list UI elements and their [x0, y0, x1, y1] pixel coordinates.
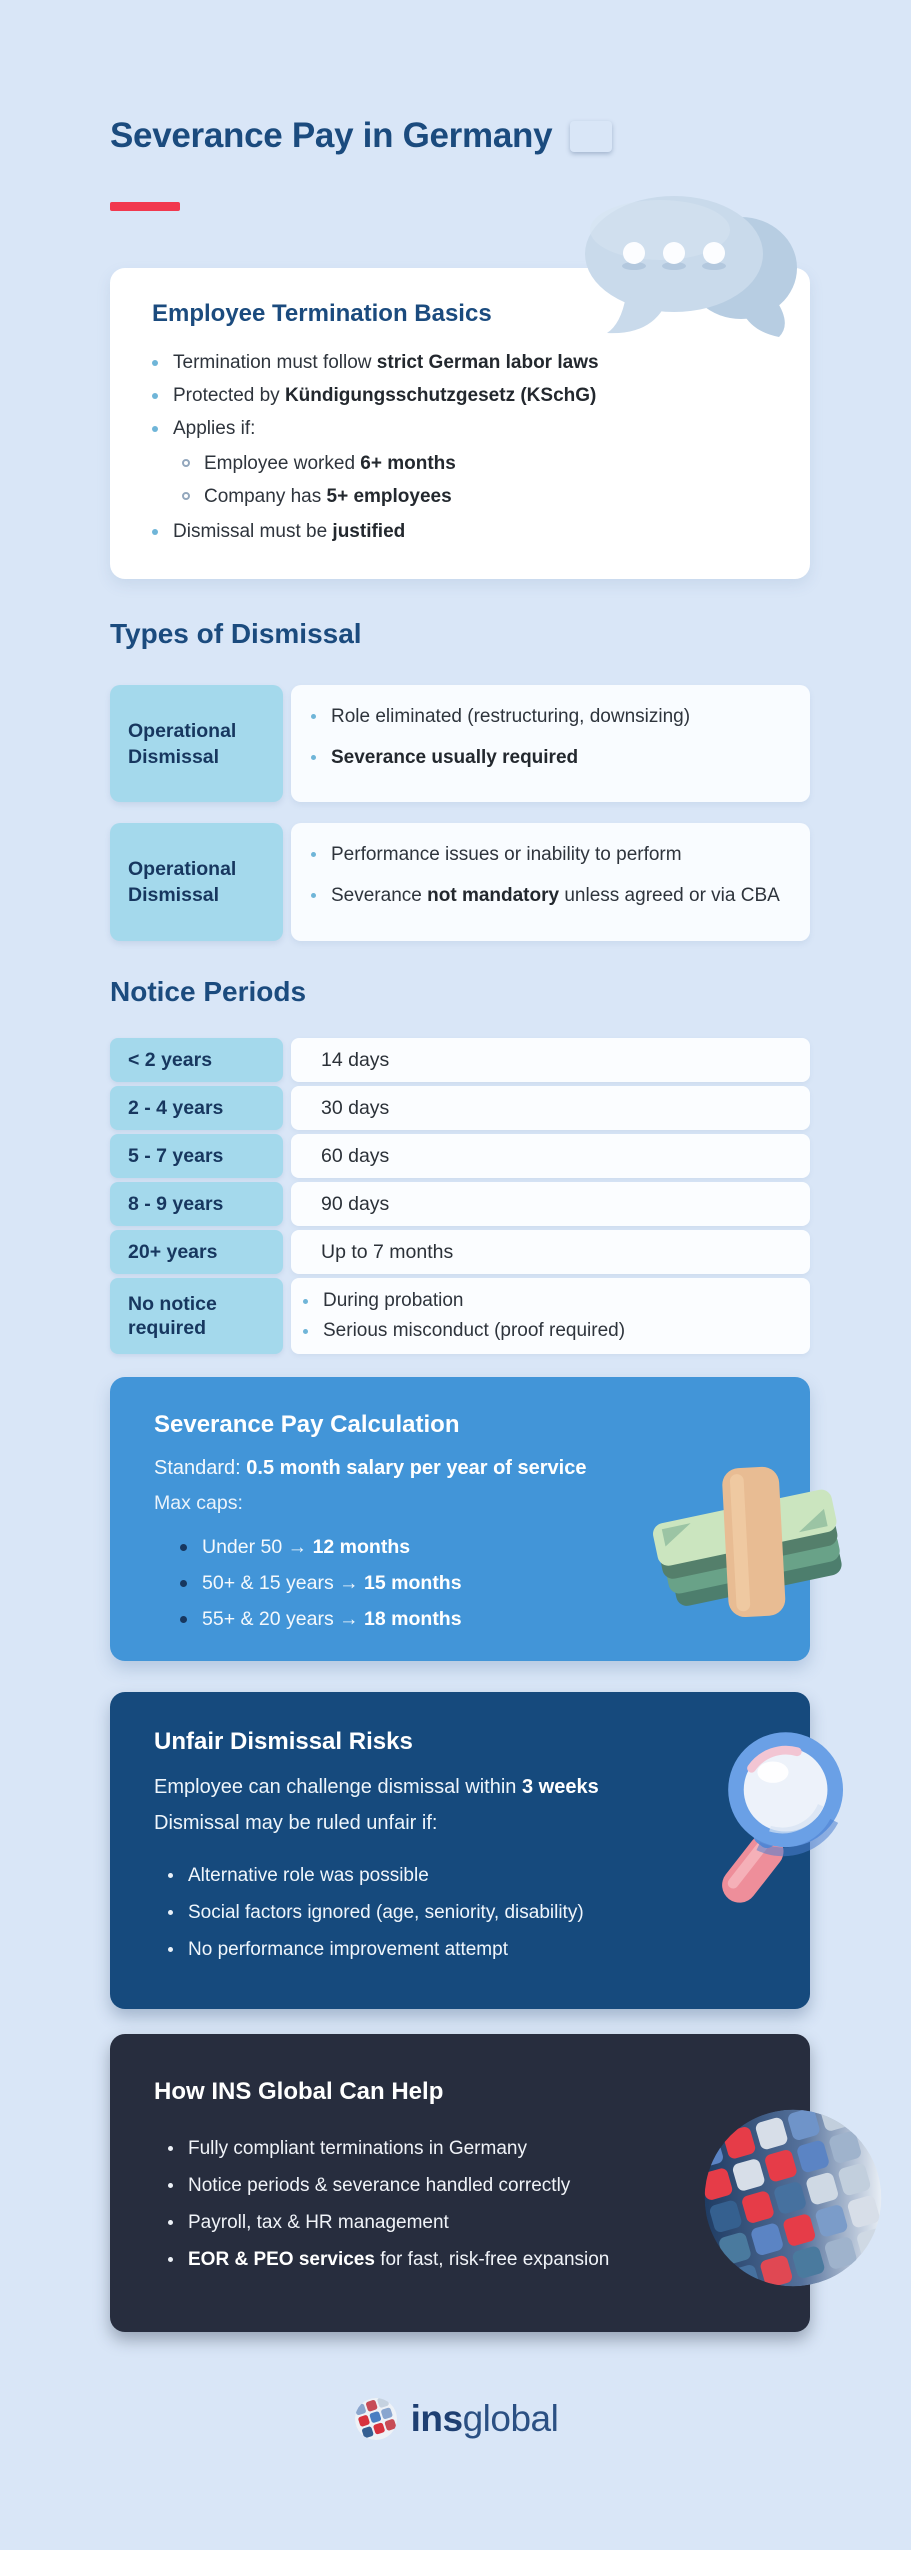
ins-help-card — [110, 2034, 810, 2332]
list-item: Company has 5+ employees — [182, 480, 770, 513]
bullet-dot-icon — [303, 1329, 308, 1334]
table-row — [110, 1086, 810, 1130]
list-item: Termination must follow strict German labor laws — [152, 346, 770, 379]
ins-help-list — [168, 2130, 766, 2278]
table-row — [110, 1038, 810, 1082]
logo-text-light: global — [462, 2398, 559, 2439]
severance-standard-line: Standard: 0.5 month salary per year of service — [154, 1457, 587, 1479]
bullet-dot-icon — [152, 529, 158, 535]
bullet-dot-icon — [311, 755, 316, 760]
list-item: Serious misconduct (proof required) — [303, 1316, 790, 1346]
brand-logo — [0, 2396, 911, 2442]
bullet-dot-icon — [311, 893, 316, 898]
list-item: Dismissal must be justified — [152, 515, 770, 548]
types-row — [110, 685, 810, 802]
notice-row-label: 8 - 9 years — [110, 1182, 283, 1226]
list-item: No performance improvement attempt — [168, 1931, 766, 1968]
page-title — [110, 116, 870, 156]
bullet-dot-icon — [168, 2146, 173, 2151]
bullet-dot-icon — [152, 360, 158, 366]
bullet-dot-icon — [168, 1873, 173, 1878]
notice-row-value: 30 days — [291, 1086, 810, 1130]
notice-section-title: Notice Periods — [110, 976, 307, 1007]
list-item: Alternative role was possible — [168, 1857, 766, 1894]
unfair-risks-title: Unfair Dismissal Risks — [154, 1728, 413, 1755]
unfair-line-2: Dismissal may be ruled unfair if: — [154, 1812, 438, 1834]
list-item: EOR & PEO services for fast, risk-free expansion — [168, 2241, 766, 2278]
list-item: During probation — [303, 1286, 790, 1316]
severance-caps-list — [180, 1529, 766, 1637]
bullet-dot-icon — [168, 1947, 173, 1952]
list-item: Payroll, tax & HR management — [168, 2204, 766, 2241]
list-item: Protected by Kündigungsschutzgesetz (KSchG) — [152, 379, 770, 412]
basics-list — [152, 346, 770, 445]
bullet-dot-icon — [152, 426, 158, 432]
bullet-dot-icon — [303, 1299, 308, 1304]
list-item: Under 50 → 12 months — [180, 1529, 766, 1565]
table-row — [110, 1134, 810, 1178]
list-item: 50+ & 15 years → 15 months — [180, 1565, 766, 1601]
logo-text-bold: ins — [410, 2398, 463, 2439]
basics-card — [110, 268, 810, 579]
types-row-label: Operational Dismissal — [110, 823, 283, 941]
table-row — [110, 1182, 810, 1226]
types-row-content — [291, 685, 810, 802]
table-row — [110, 1278, 810, 1354]
unfair-line-1: Employee can challenge dismissal within 3 weeks — [154, 1776, 599, 1798]
bullet-dot-icon — [311, 852, 316, 857]
title-accent-bar — [110, 202, 180, 211]
bullet-dot-icon — [168, 2220, 173, 2225]
list-item: Fully compliant terminations in Germany — [168, 2130, 766, 2167]
unfair-risks-card — [110, 1692, 810, 2009]
page-title-text: Severance Pay in Germany — [110, 116, 553, 155]
table-row — [110, 1230, 810, 1274]
bullet-dot-icon — [180, 1580, 187, 1587]
bullet-dot-icon — [180, 1616, 187, 1623]
notice-row-value: Up to 7 months — [291, 1230, 810, 1274]
notice-row-label: < 2 years — [110, 1038, 283, 1082]
severance-caps-label: Max caps: — [154, 1492, 243, 1514]
basics-sub-list — [182, 447, 770, 513]
list-item: Severance not mandatory unless agreed or via CBA — [311, 880, 786, 911]
severance-calc-card — [110, 1377, 810, 1661]
basics-title: Employee Termination Basics — [152, 300, 492, 327]
list-item: Role eliminated (restructuring, downsizing) — [311, 701, 786, 732]
bullet-ring-icon — [182, 492, 190, 500]
list-item: Applies if: — [152, 412, 770, 445]
germany-flag-icon — [570, 121, 612, 152]
list-item: Social factors ignored (age, seniority, disability) — [168, 1894, 766, 1931]
notice-row-label: No notice required — [110, 1278, 283, 1354]
unfair-list — [168, 1857, 766, 1968]
logo-globe-icon — [353, 2396, 399, 2442]
bullet-dot-icon — [311, 714, 316, 719]
types-row-content — [291, 823, 810, 941]
types-row-label: Operational Dismissal — [110, 685, 283, 802]
types-section-title: Types of Dismissal — [110, 618, 362, 649]
notice-row-value: 60 days — [291, 1134, 810, 1178]
list-item: Performance issues or inability to perform — [311, 839, 786, 870]
ins-help-title: How INS Global Can Help — [154, 2078, 444, 2105]
list-item: 55+ & 20 years → 18 months — [180, 1601, 766, 1637]
notice-row-label: 5 - 7 years — [110, 1134, 283, 1178]
types-row — [110, 823, 810, 941]
bullet-dot-icon — [152, 393, 158, 399]
list-item: Employee worked 6+ months — [182, 447, 770, 480]
notice-row-label: 20+ years — [110, 1230, 283, 1274]
list-item: Severance usually required — [311, 742, 786, 773]
notice-row-label: 2 - 4 years — [110, 1086, 283, 1130]
severance-calc-title: Severance Pay Calculation — [154, 1411, 460, 1438]
list-item: Notice periods & severance handled correctly — [168, 2167, 766, 2204]
logo-wordmark — [411, 2398, 559, 2440]
notice-row-value: 14 days — [291, 1038, 810, 1082]
bullet-ring-icon — [182, 459, 190, 467]
basics-list-tail — [152, 515, 770, 548]
bullet-dot-icon — [168, 1910, 173, 1915]
bullet-dot-icon — [180, 1544, 187, 1551]
bullet-dot-icon — [168, 2183, 173, 2188]
bullet-dot-icon — [168, 2257, 173, 2262]
notice-row-value: 90 days — [291, 1182, 810, 1226]
notice-row-value — [291, 1278, 810, 1354]
